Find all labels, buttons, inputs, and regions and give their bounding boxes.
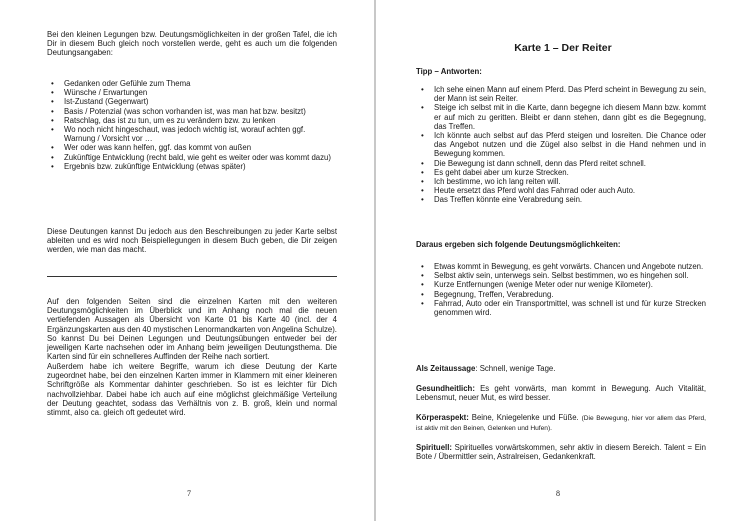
gesundheitlich-label: Gesundheitlich: [416, 384, 475, 393]
list-item: • Wo noch nicht hingeschaut, was jedoch wichtig ist, worauf achten ggf. Warnung / Vorsicht vor … [64, 125, 334, 143]
spirituell-text: Spirituelles vorwärtskommen, sehr aktiv in diesem Bereich. Talent = Ein Bote / Übermittler sein, Astralreisen, Gedankenkraft. [416, 443, 706, 462]
list-item: • Zukünftige Entwicklung (recht bald, wie geht es weiter oder was kommt dazu) [64, 153, 334, 162]
paragraph-begriffe: Außerdem habe ich weitere Begriffe, warum ich diese Deutung der Karte zugeordnet habe, bei den einzelnen Karten immer in Klammern mit einer kleineren Schriftgröße als Kommentar dahinter geschrieben. So ist es leichter für Dich nachvollziehbar. Dabei habe ich auch auf eine möglichst gleichmäßige Verteilung der Deutung geachtet, sodass das Verhältnis von z. B. groß, klein und normal stimmt, also ca. gleich oft gedeutet wird. [47, 362, 337, 418]
koerperaspekt-text: Beine, Kniegelenke und Füße. [468, 413, 582, 422]
tipp-list [434, 85, 706, 205]
list-item: • Wer oder was kann helfen, ggf. das kommt von außen [64, 143, 334, 152]
page-number-right: 8 [556, 489, 560, 498]
horizontal-rule [47, 276, 337, 277]
koerperaspekt [416, 413, 706, 433]
list-item: • Wünsche / Erwartungen [64, 88, 334, 97]
spirituell-label: Spirituell: [416, 443, 452, 452]
deutung-list [434, 262, 706, 317]
zeitaussage [416, 364, 706, 373]
list-item: • Selbst aktiv sein, unterwegs sein. Selbst bestimmen, wo es hingehen soll. [434, 271, 706, 280]
list-item: • Kurze Entfernungen (wenige Meter oder nur wenige Kilometer). [434, 280, 706, 289]
card-title: Karte 1 – Der Reiter [514, 42, 612, 54]
list-item: • Ergebnis bzw. zukünftige Entwicklung (etwas später) [64, 162, 334, 171]
list-item: • Etwas kommt in Bewegung, es geht vorwärts. Chancen und Angebote nutzen. [434, 262, 706, 271]
zeitaussage-text: : Schnell, wenige Tage. [475, 364, 556, 373]
deutung-heading: Daraus ergeben sich folgende Deutungsmöglichkeiten: [416, 240, 621, 249]
list-item: • Begegnung, Treffen, Verabredung. [434, 290, 706, 299]
list-item: • Steige ich selbst mit in die Karte, dann begegne ich diesem Mann bzw. kommt er auf mich zu geritten. Bleibt er dann stehen, dann gibt es die Begegnung, das Treffen. [434, 103, 706, 131]
spirituell [416, 443, 706, 461]
list-item: • Basis / Potenzial (was schon vorhanden ist, was man hat bzw. besitzt) [64, 107, 334, 116]
list-item: • Das Treffen könnte eine Verabredung sein. [434, 195, 706, 204]
list-item: • Gedanken oder Gefühle zum Thema [64, 79, 334, 88]
paragraph-legungen: So kannst Du bei Deinen Legungen und Deutungsübungen entweder bei der jeweiligen Karte nachsehen oder im Anhang beim jeweiligen Deutungsthema. Die Karten sind für ein schnelleres Auffinden der Reihe nach sortiert. [47, 334, 337, 362]
koerperaspekt-note: (Die Bewegung, hier vor allem das Pferd, ist aktiv mit den Beinen, Gelenken und Hufen). [416, 415, 706, 433]
zeitaussage-label: Als Zeitaussage [416, 364, 476, 373]
list-item: • Ratschlag, das ist zu tun, um es zu verändern bzw. zu lenken [64, 116, 334, 125]
list-item: • Fahrrad, Auto oder ein Transportmittel, was schnell ist und für kurze Strecken genommen wird. [434, 299, 706, 317]
list-item: • Ich bestimme, wo ich lang reiten will. [434, 177, 706, 186]
gesundheitlich [416, 384, 706, 402]
list-item: • Ich sehe einen Mann auf einem Pferd. Das Pferd scheint in Bewegung zu sein, der Mann ist sein Reiter. [434, 85, 706, 103]
list-item: • Es geht dabei aber um kurze Strecken. [434, 168, 706, 177]
paragraph-deutungen: Diese Deutungen kannst Du jedoch aus den Beschreibungen zu jeder Karte selbst ableiten und es wird noch Beispiellegungen in diesem Buch geben, die Dir zeigen werden, wie man das macht. [47, 227, 337, 255]
list-item: • Ist-Zustand (Gegenwart) [64, 97, 334, 106]
list-item: • Die Bewegung ist dann schnell, denn das Pferd reitet schnell. [434, 159, 706, 168]
koerperaspekt-label: Körperaspekt: [416, 413, 469, 422]
tipp-heading: Tipp – Antworten: [416, 67, 482, 76]
intro-paragraph: Bei den kleinen Legungen bzw. Deutungsmöglichkeiten in der großen Tafel, die ich Dir in diesem Buch gleich noch vorstellen werde, geht es auch um die folgenden Deutungsangaben: [47, 30, 337, 58]
deutungsangaben-list [64, 79, 334, 171]
list-item: • Heute ersetzt das Pferd wohl das Fahrrad oder auch Auto. [434, 186, 706, 195]
paragraph-folgende-seiten: Auf den folgenden Seiten sind die einzelnen Karten mit den weiteren Deutungsmöglichkeiten im Überblick und im Anhang noch mal die neuen vertiefenden Aussagen als Übersicht von Karte 01 bis Karte 40 (incl. der 4 Ergänzungskarten aus den 40 mystischen Lenormandkarten von Angelina Schulze). [47, 297, 337, 334]
list-item: • Ich könnte auch selbst auf das Pferd steigen und losreiten. Die Chance oder das Angebot nutzen und die Zügel also selbst in die Hand nehmen und in Bewegung kommen. [434, 131, 706, 159]
page-number-left: 7 [187, 489, 191, 498]
gesundheitlich-text: Es geht vorwärts, man kommt in Bewegung. Auch Vitalität, Lebensmut, neuer Mut, es wird besser. [416, 384, 706, 403]
